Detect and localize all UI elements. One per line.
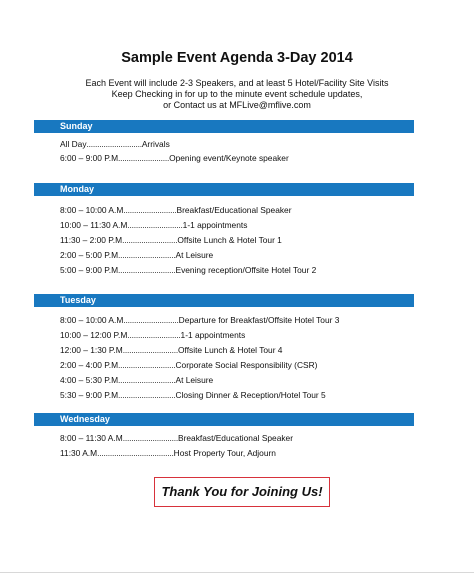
intro-line-2: Keep Checking in for up to the minute event schedule updates, (111, 89, 363, 99)
row-time: 10:00 – 11:30 A.M (60, 220, 128, 230)
row-leader: ........................... (118, 390, 176, 400)
row-time: 4:00 – 5:30 P.M (60, 375, 119, 385)
row-event: Corporate Social Responsibility (CSR) (175, 360, 318, 370)
row-event: 1-1 appointments (182, 220, 248, 230)
row-leader: .......................... (122, 345, 179, 355)
day-header-sunday: Sunday (34, 120, 414, 133)
row-time: 8:00 – 10:00 A.M (60, 315, 124, 325)
agenda-row (60, 219, 420, 231)
agenda-row (60, 374, 420, 386)
row-event: Breakfast/Educational Speaker (178, 433, 294, 443)
row-leader: ........................... (118, 265, 176, 275)
agenda-row (60, 432, 420, 444)
agenda-row (60, 359, 420, 371)
row-leader: ........................... (118, 375, 176, 385)
agenda-row (60, 204, 420, 216)
row-event: Evening reception/Offsite Hotel Tour 2 (175, 265, 317, 275)
thank-you-box: Thank You for Joining Us! (154, 477, 330, 507)
agenda-row (60, 138, 420, 150)
row-event: Host Property Tour, Adjourn (173, 448, 276, 458)
row-leader: ........................... (118, 250, 176, 260)
row-leader: .......................... (122, 235, 178, 245)
row-time: 5:00 – 9:00 P.M (60, 265, 119, 275)
agenda-row (60, 344, 420, 356)
bottom-divider (0, 572, 474, 573)
row-leader: ......................... (127, 330, 181, 340)
day-header-monday: Monday (34, 183, 414, 196)
agenda-row (60, 447, 420, 459)
row-leader: .......................... (86, 139, 142, 149)
row-time: 2:00 – 5:00 P.M (60, 250, 119, 260)
row-event: Closing Dinner & Reception/Hotel Tour 5 (175, 390, 326, 400)
row-time: 8:00 – 10:00 A.M (60, 205, 124, 215)
page-title: Sample Event Agenda 3-Day 2014 (121, 50, 353, 66)
row-time: 12:00 – 1:30 P.M (60, 345, 123, 355)
row-leader: .................................... (97, 448, 174, 458)
row-event: Departure for Breakfast/Offsite Hotel Tour 3 (178, 315, 340, 325)
row-time: 11:30 – 2:00 P.M (60, 235, 123, 245)
agenda-row (60, 152, 420, 164)
row-event: Opening event/Keynote speaker (169, 153, 289, 163)
agenda-row (60, 234, 420, 246)
row-event: Offsite Lunch & Hotel Tour 4 (178, 345, 283, 355)
day-header-wednesday: Wednesday (34, 413, 414, 426)
row-time: 11:30 A.M (60, 448, 98, 458)
agenda-row (60, 264, 420, 276)
row-event: 1-1 appointments (180, 330, 246, 340)
agenda-row (60, 249, 420, 261)
row-leader: .......................... (122, 433, 179, 443)
intro-line-1: Each Event will include 2-3 Speakers, and at least 5 Hotel/Facility Site Visits (85, 78, 389, 88)
row-event: Offsite Lunch & Hotel Tour 1 (177, 235, 282, 245)
agenda-row (60, 329, 420, 341)
row-event: Arrivals (141, 139, 170, 149)
row-time: 6:00 – 9:00 P.M (60, 153, 119, 163)
row-time: All Day (60, 139, 87, 149)
row-time: 10:00 – 12:00 P.M (60, 330, 128, 340)
row-time: 2:00 – 4:00 P.M (60, 360, 119, 370)
row-leader: .......................... (123, 315, 179, 325)
intro-line-3: or Contact us at MFLive@mflive.com (163, 100, 311, 110)
row-event: Breakfast/Educational Speaker (176, 205, 292, 215)
row-time: 8:00 – 11:30 A.M (60, 433, 123, 443)
row-event: At Leisure (175, 375, 214, 385)
row-leader: ......................... (123, 205, 177, 215)
agenda-row (60, 389, 420, 401)
row-leader: .......................... (127, 220, 183, 230)
day-header-tuesday: Tuesday (34, 294, 414, 307)
row-event: At Leisure (175, 250, 214, 260)
row-time: 5:30 – 9:00 P.M (60, 390, 119, 400)
row-leader: ........................... (118, 360, 176, 370)
row-leader: ........................ (118, 153, 170, 163)
agenda-row (60, 314, 420, 326)
